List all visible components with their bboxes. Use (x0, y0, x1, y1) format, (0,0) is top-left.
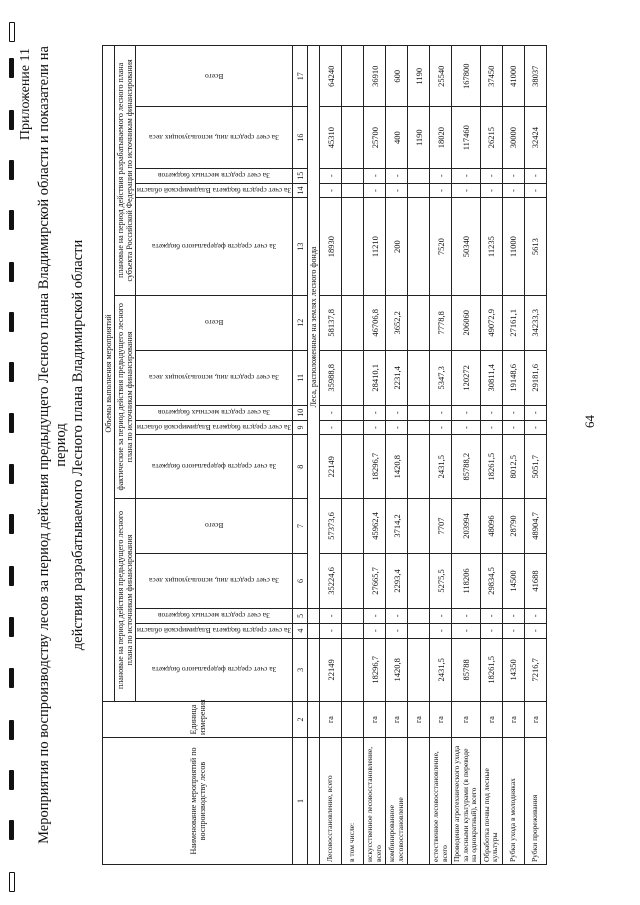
row-value-cell: 27161,1 (502, 295, 524, 350)
header-src-federal: За счет средств федерального бюджета (136, 435, 293, 498)
column-index-cell: 4 (293, 623, 308, 638)
row-value-cell: - (320, 420, 342, 435)
row-value-cell (408, 435, 430, 498)
row-value-cell: 2431,5 (430, 638, 452, 701)
row-value-cell: 38037 (524, 46, 546, 107)
row-value-cell: - (430, 405, 452, 420)
row-value-cell: 5051,7 (524, 435, 546, 498)
row-value-cell: 3652,2 (386, 295, 408, 350)
header-plan-new: плановые на период действия разрабатываемого лесного плана субъекта Российской Федерации по источникам финансирования (115, 46, 136, 296)
row-value-cell: 7707 (430, 498, 452, 553)
row-value-cell: - (386, 623, 408, 638)
row-value-cell (342, 183, 364, 198)
row-value-cell: - (502, 405, 524, 420)
row-value-cell: 2293,4 (386, 553, 408, 608)
table-row (320, 46, 342, 865)
row-unit: га (386, 702, 408, 738)
column-index-row (293, 46, 308, 865)
row-value-cell (408, 498, 430, 553)
row-value-cell (408, 295, 430, 350)
row-value-cell (408, 553, 430, 608)
column-index-cell: 7 (293, 498, 308, 553)
column-index-cell: 2 (293, 702, 308, 738)
table-body (293, 46, 547, 865)
header-total: Всего (136, 498, 293, 553)
row-value-cell (342, 198, 364, 295)
row-unit: га (408, 702, 430, 738)
row-value-cell: 26215 (480, 107, 502, 168)
column-index-cell: 11 (293, 350, 308, 405)
row-value-cell: 7520 (430, 198, 452, 295)
row-value-cell: 11000 (502, 198, 524, 295)
header-unit: Единица измерения (103, 702, 293, 738)
row-value-cell (342, 608, 364, 623)
row-value-cell: - (430, 608, 452, 623)
row-value-cell: 600 (386, 46, 408, 107)
row-value-cell: 41688 (524, 553, 546, 608)
column-index-cell: 15 (293, 168, 308, 183)
row-value-cell: 27665,7 (364, 553, 386, 608)
row-value-cell: 19148,6 (502, 350, 524, 405)
header-plan-prev: плановые на период действия предыдущего лесного плана по источникам финансирования (115, 498, 136, 701)
row-value-cell: 1190 (408, 46, 430, 107)
row-value-cell: 200 (386, 198, 408, 295)
row-value-cell: 18261,5 (480, 638, 502, 701)
header-measure-name: Наименование мероприятий по воспроизводству лесов (103, 738, 293, 865)
row-value-cell: 35224,6 (320, 553, 342, 608)
row-value-cell: - (480, 608, 502, 623)
row-unit: га (452, 702, 481, 738)
row-value-cell: 18261,5 (480, 435, 502, 498)
row-value-cell: 7778,8 (430, 295, 452, 350)
row-value-cell: - (364, 623, 386, 638)
row-value-cell: 1190 (408, 107, 430, 168)
row-measure-name: естественное лесовосстановление, всего (430, 738, 452, 865)
row-value-cell: - (452, 183, 481, 198)
row-value-cell: 22149 (320, 638, 342, 701)
row-value-cell: - (502, 168, 524, 183)
row-value-cell (342, 623, 364, 638)
row-measure-name: Проведение агротехнического ухода за лесными культурами (в переводе на однократный), всего (452, 738, 481, 865)
row-value-cell: - (386, 168, 408, 183)
title-line: Мероприятия по воспроизводству лесов за период действия предыдущего Лесного плана Владимирской области и показатели на период (36, 46, 69, 844)
row-value-cell (342, 405, 364, 420)
row-value-cell: - (502, 623, 524, 638)
row-value-cell: - (480, 168, 502, 183)
row-value-cell: 46706,8 (364, 295, 386, 350)
section-row (308, 46, 320, 865)
row-value-cell: - (430, 623, 452, 638)
header-total: Всего (136, 46, 293, 107)
column-index-cell: 1 (293, 738, 308, 865)
table-row (502, 46, 524, 865)
table-row (342, 46, 364, 865)
row-value-cell: - (524, 183, 546, 198)
row-value-cell: 3714,2 (386, 498, 408, 553)
row-value-cell: - (502, 608, 524, 623)
row-unit: га (430, 702, 452, 738)
row-value-cell (408, 623, 430, 638)
row-value-cell: - (320, 405, 342, 420)
row-value-cell: 85788 (452, 638, 481, 701)
row-value-cell: 22149 (320, 435, 342, 498)
row-value-cell: - (386, 405, 408, 420)
row-value-cell: - (320, 168, 342, 183)
column-index-cell: 14 (293, 183, 308, 198)
table-row (524, 46, 546, 865)
row-value-cell: - (320, 608, 342, 623)
row-unit: га (502, 702, 524, 738)
row-value-cell: 2431,5 (430, 435, 452, 498)
row-value-cell: - (386, 420, 408, 435)
row-value-cell: 25700 (364, 107, 386, 168)
row-value-cell: 18296,7 (364, 435, 386, 498)
row-value-cell (342, 46, 364, 107)
row-value-cell: 41000 (502, 46, 524, 107)
row-value-cell: - (430, 168, 452, 183)
row-value-cell (408, 183, 430, 198)
row-value-cell: 29181,6 (524, 350, 546, 405)
header-src-federal: За счет средств федерального бюджета (136, 198, 293, 295)
row-unit (342, 702, 364, 738)
row-value-cell: 167800 (452, 46, 481, 107)
row-value-cell: 28790 (502, 498, 524, 553)
row-measure-name: Рубки прореживания (524, 738, 546, 865)
row-value-cell (408, 168, 430, 183)
row-value-cell: 49072,9 (480, 295, 502, 350)
row-value-cell: 48904,7 (524, 498, 546, 553)
row-value-cell: - (524, 420, 546, 435)
row-unit: га (364, 702, 386, 738)
header-src-users: За счет средств лиц, использующих леса (136, 350, 293, 405)
row-value-cell (342, 638, 364, 701)
row-value-cell: 18020 (430, 107, 452, 168)
row-value-cell: - (364, 420, 386, 435)
row-value-cell: - (502, 183, 524, 198)
page-number: 64 (582, 415, 597, 428)
row-value-cell: 5613 (524, 198, 546, 295)
row-value-cell: 36910 (364, 46, 386, 107)
row-value-cell: 118206 (452, 553, 481, 608)
row-measure-name: Лесовосстановление, всего (320, 738, 342, 865)
column-index-cell: 8 (293, 435, 308, 498)
row-value-cell: 5347,3 (430, 350, 452, 405)
row-value-cell: 400 (386, 107, 408, 168)
column-index-cell: 5 (293, 608, 308, 623)
row-value-cell (342, 350, 364, 405)
row-value-cell: 34233,3 (524, 295, 546, 350)
row-value-cell: 29834,5 (480, 553, 502, 608)
row-value-cell: - (502, 420, 524, 435)
header-src-regional: За счет средств бюджета Владимирской области (136, 183, 293, 198)
row-value-cell: - (524, 168, 546, 183)
row-value-cell: 37450 (480, 46, 502, 107)
row-value-cell: - (386, 183, 408, 198)
header-src-users: За счет средств лиц, использующих леса (136, 553, 293, 608)
row-value-cell: 64240 (320, 46, 342, 107)
row-value-cell: - (364, 405, 386, 420)
header-src-local: За счет средств местных бюджетов (136, 608, 293, 623)
table-row (430, 46, 452, 865)
column-index-cell: 9 (293, 420, 308, 435)
row-value-cell: 30000 (502, 107, 524, 168)
row-value-cell (342, 553, 364, 608)
row-value-cell: - (452, 420, 481, 435)
row-value-cell: 30811,4 (480, 350, 502, 405)
column-index-cell: 17 (293, 46, 308, 107)
row-value-cell: - (430, 183, 452, 198)
row-measure-name: комбинированное лесовосстановление (386, 738, 408, 865)
header-src-federal: За счет средств федерального бюджета (136, 638, 293, 701)
row-value-cell: 45962,4 (364, 498, 386, 553)
row-measure-name: в том числе: (342, 738, 364, 865)
header-volumes: Объемы выполнения мероприятий (103, 46, 115, 702)
row-value-cell (408, 350, 430, 405)
row-value-cell: - (524, 405, 546, 420)
row-value-cell: - (386, 608, 408, 623)
header-src-regional: За счет средств бюджета Владимирской области (136, 420, 293, 435)
row-value-cell: 18930 (320, 198, 342, 295)
reforestation-table (102, 45, 547, 865)
row-value-cell: - (452, 405, 481, 420)
row-unit: га (320, 702, 342, 738)
row-value-cell: - (480, 405, 502, 420)
row-value-cell: 117460 (452, 107, 481, 168)
row-value-cell (408, 420, 430, 435)
row-value-cell (342, 168, 364, 183)
row-unit: га (480, 702, 502, 738)
row-value-cell: - (364, 168, 386, 183)
row-value-cell: - (480, 623, 502, 638)
row-value-cell: - (452, 623, 481, 638)
row-value-cell: - (452, 168, 481, 183)
row-value-cell (342, 295, 364, 350)
row-value-cell: - (452, 608, 481, 623)
row-measure-name: Рубки ухода в молодняках (502, 738, 524, 865)
row-value-cell: 5275,5 (430, 553, 452, 608)
section-label: Леса, расположенные на землях лесного фонда (308, 46, 320, 609)
row-value-cell: 18296,7 (364, 638, 386, 701)
row-value-cell: 85788,2 (452, 435, 481, 498)
row-value-cell: 25540 (430, 46, 452, 107)
column-index-cell: 12 (293, 295, 308, 350)
row-value-cell: 35988,8 (320, 350, 342, 405)
column-index-cell: 3 (293, 638, 308, 701)
header-src-local: За счет средств местных бюджетов (136, 405, 293, 420)
row-value-cell: 8012,5 (502, 435, 524, 498)
row-value-cell (408, 198, 430, 295)
header-src-regional: За счет средств бюджета Владимирской области (136, 623, 293, 638)
row-measure-name: Обработка почвы под лесные культуры (480, 738, 502, 865)
column-index-cell: 13 (293, 198, 308, 295)
row-value-cell: 1420,8 (386, 638, 408, 701)
row-value-cell: 48096 (480, 498, 502, 553)
row-value-cell: 7216,7 (524, 638, 546, 701)
row-value-cell: 11235 (480, 198, 502, 295)
row-value-cell: - (524, 608, 546, 623)
row-value-cell: - (480, 183, 502, 198)
row-value-cell (342, 435, 364, 498)
row-measure-name: искусственное лесовосстановление, всего (364, 738, 386, 865)
table-row (480, 46, 502, 865)
header-fact-prev: фактические за период действия предыдущего лесного плана по источникам финансирования (115, 295, 136, 498)
row-value-cell: 206060 (452, 295, 481, 350)
row-value-cell (342, 420, 364, 435)
row-value-cell: 58137,8 (320, 295, 342, 350)
row-value-cell: 203994 (452, 498, 481, 553)
column-index-cell: 6 (293, 553, 308, 608)
row-value-cell: 14500 (502, 553, 524, 608)
title-line: действия разрабатываемого Лесного плана Владимирской области (70, 239, 86, 651)
header-src-users: За счет средств лиц, использующих леса (136, 107, 293, 168)
row-measure-name (408, 738, 430, 865)
row-value-cell: - (480, 420, 502, 435)
row-value-cell: 28410,1 (364, 350, 386, 405)
row-value-cell: 14350 (502, 638, 524, 701)
row-value-cell: 57373,6 (320, 498, 342, 553)
row-value-cell (408, 608, 430, 623)
row-value-cell: 1420,8 (386, 435, 408, 498)
row-value-cell: 11210 (364, 198, 386, 295)
header-total: Всего (136, 295, 293, 350)
column-index-cell: 16 (293, 107, 308, 168)
table-row (408, 46, 430, 865)
row-unit: га (524, 702, 546, 738)
table-row (386, 46, 408, 865)
row-value-cell (408, 638, 430, 701)
row-value-cell: - (364, 608, 386, 623)
row-value-cell: 32424 (524, 107, 546, 168)
row-value-cell: - (430, 420, 452, 435)
table-row (364, 46, 386, 865)
appendix-label: Приложение 11 (18, 48, 33, 141)
row-value-cell: - (320, 183, 342, 198)
row-value-cell (408, 405, 430, 420)
column-index-cell: 10 (293, 405, 308, 420)
row-value-cell: 2231,4 (386, 350, 408, 405)
page-title (36, 45, 87, 845)
row-value-cell (342, 498, 364, 553)
row-value-cell: 50340 (452, 198, 481, 295)
row-value-cell: 45310 (320, 107, 342, 168)
row-value-cell: - (320, 623, 342, 638)
row-value-cell: 120272 (452, 350, 481, 405)
row-value-cell (342, 107, 364, 168)
row-value-cell: - (524, 623, 546, 638)
row-value-cell: - (364, 183, 386, 198)
header-src-local: За счет средств местных бюджетов (136, 168, 293, 183)
table-row (452, 46, 481, 865)
